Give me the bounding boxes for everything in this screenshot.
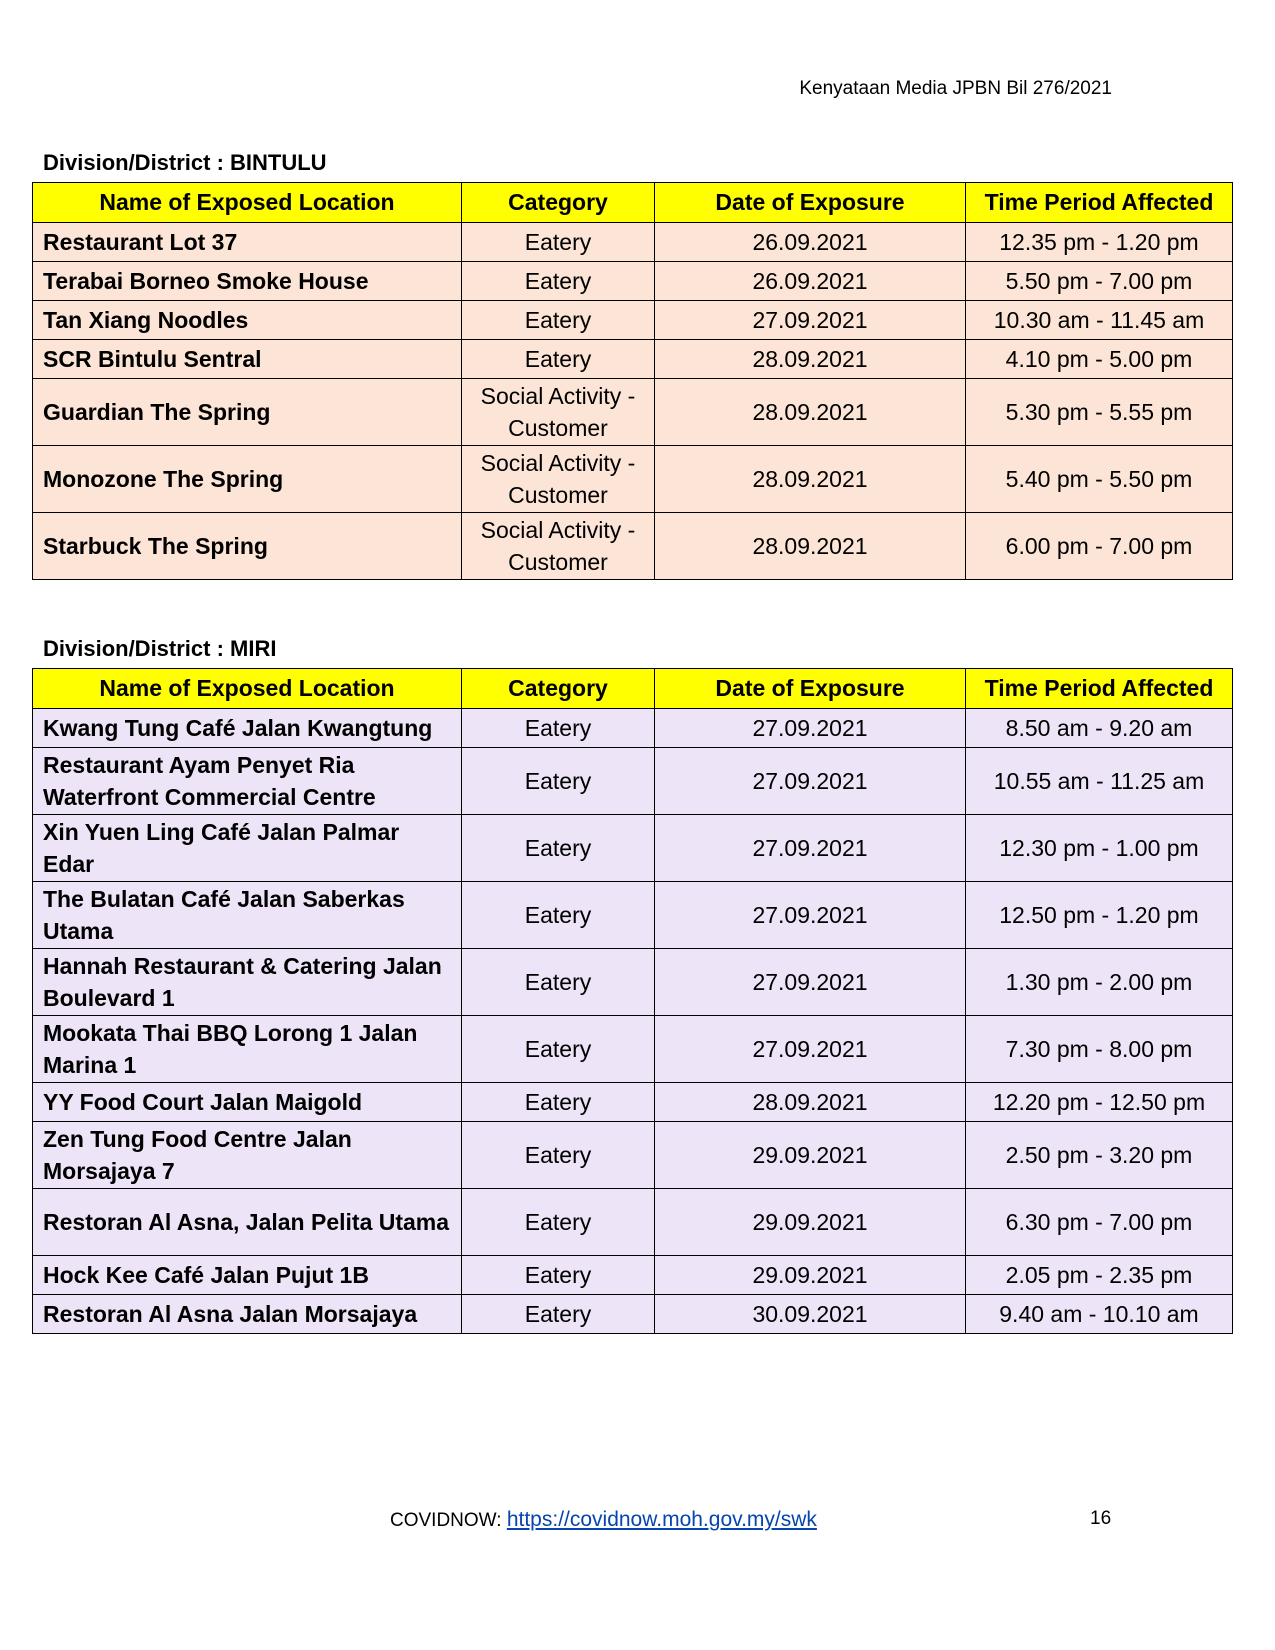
time-cell: 6.30 pm - 7.00 pm <box>966 1189 1233 1256</box>
column-header-date: Date of Exposure <box>655 183 966 223</box>
time-cell: 7.30 pm - 8.00 pm <box>966 1016 1233 1083</box>
table-row <box>33 446 1233 513</box>
time-cell: 12.20 pm - 12.50 pm <box>966 1083 1233 1122</box>
time-cell: 12.50 pm - 1.20 pm <box>966 882 1233 949</box>
category-cell: Eatery <box>462 1122 655 1189</box>
date-cell: 28.09.2021 <box>655 513 966 580</box>
time-cell: 10.55 am - 11.25 am <box>966 748 1233 815</box>
location-cell: Restoran Al Asna Jalan Morsajaya <box>33 1295 462 1334</box>
column-header-location: Name of Exposed Location <box>33 183 462 223</box>
table-row <box>33 301 1233 340</box>
date-cell: 27.09.2021 <box>655 1016 966 1083</box>
category-cell: Eatery <box>462 1256 655 1295</box>
time-cell: 9.40 am - 10.10 am <box>966 1295 1233 1334</box>
category-cell: Eatery <box>462 1083 655 1122</box>
location-cell: Hock Kee Café Jalan Pujut 1B <box>33 1256 462 1295</box>
date-cell: 29.09.2021 <box>655 1189 966 1256</box>
location-cell: Terabai Borneo Smoke House <box>33 262 462 301</box>
table-row <box>33 262 1233 301</box>
location-cell: Monozone The Spring <box>33 446 462 513</box>
time-cell: 4.10 pm - 5.00 pm <box>966 340 1233 379</box>
table-row <box>33 379 1233 446</box>
footer <box>390 1508 817 1532</box>
table-row <box>33 1295 1233 1334</box>
category-cell: Eatery <box>462 1189 655 1256</box>
category-cell: Eatery <box>462 1016 655 1083</box>
location-cell: YY Food Court Jalan Maigold <box>33 1083 462 1122</box>
date-cell: 28.09.2021 <box>655 1083 966 1122</box>
time-cell: 12.35 pm - 1.20 pm <box>966 223 1233 262</box>
location-cell: Zen Tung Food Centre Jalan Morsajaya 7 <box>33 1122 462 1189</box>
category-cell: Eatery <box>462 709 655 748</box>
category-cell: Eatery <box>462 748 655 815</box>
time-cell: 8.50 am - 9.20 am <box>966 709 1233 748</box>
table-row <box>33 1016 1233 1083</box>
table-header-row <box>33 183 1233 223</box>
date-cell: 30.09.2021 <box>655 1295 966 1334</box>
location-cell: Hannah Restaurant & Catering Jalan Boulevard 1 <box>33 949 462 1016</box>
category-cell: Social Activity - Customer <box>462 513 655 580</box>
category-cell: Eatery <box>462 301 655 340</box>
table-row <box>33 1189 1233 1256</box>
date-cell: 29.09.2021 <box>655 1256 966 1295</box>
location-cell: Starbuck The Spring <box>33 513 462 580</box>
table-row <box>33 748 1233 815</box>
location-cell: Restaurant Lot 37 <box>33 223 462 262</box>
location-cell: Restaurant Ayam Penyet Ria Waterfront Commercial Centre <box>33 748 462 815</box>
category-cell: Eatery <box>462 340 655 379</box>
date-cell: 26.09.2021 <box>655 262 966 301</box>
date-cell: 26.09.2021 <box>655 223 966 262</box>
location-cell: SCR Bintulu Sentral <box>33 340 462 379</box>
miri-district-heading: Division/District : MIRI <box>43 636 277 661</box>
page-number: 16 <box>1090 1508 1112 1529</box>
table-row <box>33 340 1233 379</box>
table-row <box>33 815 1233 882</box>
bintulu-district-heading: Division/District : BINTULU <box>43 150 327 175</box>
category-cell: Eatery <box>462 223 655 262</box>
covidnow-link[interactable]: https://covidnow.moh.gov.my/swk <box>506 1508 817 1531</box>
category-cell: Eatery <box>462 949 655 1016</box>
column-header-category: Category <box>462 669 655 709</box>
time-cell: 10.30 am - 11.45 am <box>966 301 1233 340</box>
table-row <box>33 1256 1233 1295</box>
category-cell: Social Activity - Customer <box>462 446 655 513</box>
category-cell: Eatery <box>462 262 655 301</box>
time-cell: 1.30 pm - 2.00 pm <box>966 949 1233 1016</box>
date-cell: 29.09.2021 <box>655 1122 966 1189</box>
category-cell: Social Activity - Customer <box>462 379 655 446</box>
footer-label: COVIDNOW: <box>390 1510 507 1531</box>
table-row <box>33 1083 1233 1122</box>
location-cell: Mookata Thai BBQ Lorong 1 Jalan Marina 1 <box>33 1016 462 1083</box>
column-header-time: Time Period Affected <box>966 183 1233 223</box>
location-cell: Tan Xiang Noodles <box>33 301 462 340</box>
table-row <box>33 709 1233 748</box>
table-row <box>33 1122 1233 1189</box>
date-cell: 27.09.2021 <box>655 949 966 1016</box>
time-cell: 2.05 pm - 2.35 pm <box>966 1256 1233 1295</box>
time-cell: 12.30 pm - 1.00 pm <box>966 815 1233 882</box>
location-cell: The Bulatan Café Jalan Saberkas Utama <box>33 882 462 949</box>
table-row <box>33 513 1233 580</box>
time-cell: 2.50 pm - 3.20 pm <box>966 1122 1233 1189</box>
date-cell: 27.09.2021 <box>655 815 966 882</box>
miri-exposure-table <box>32 668 1233 1334</box>
location-cell: Xin Yuen Ling Café Jalan Palmar Edar <box>33 815 462 882</box>
date-cell: 27.09.2021 <box>655 709 966 748</box>
date-cell: 27.09.2021 <box>655 748 966 815</box>
category-cell: Eatery <box>462 882 655 949</box>
column-header-location: Name of Exposed Location <box>33 669 462 709</box>
table-row <box>33 223 1233 262</box>
date-cell: 28.09.2021 <box>655 446 966 513</box>
press-release-reference: Kenyataan Media JPBN Bil 276/2021 <box>799 78 1112 99</box>
bintulu-exposure-table <box>32 182 1233 580</box>
location-cell: Restoran Al Asna, Jalan Pelita Utama <box>33 1189 462 1256</box>
date-cell: 27.09.2021 <box>655 882 966 949</box>
column-header-date: Date of Exposure <box>655 669 966 709</box>
column-header-category: Category <box>462 183 655 223</box>
table-row <box>33 882 1233 949</box>
time-cell: 5.30 pm - 5.55 pm <box>966 379 1233 446</box>
table-header-row <box>33 669 1233 709</box>
time-cell: 5.50 pm - 7.00 pm <box>966 262 1233 301</box>
time-cell: 6.00 pm - 7.00 pm <box>966 513 1233 580</box>
location-cell: Kwang Tung Café Jalan Kwangtung <box>33 709 462 748</box>
table-row <box>33 949 1233 1016</box>
time-cell: 5.40 pm - 5.50 pm <box>966 446 1233 513</box>
category-cell: Eatery <box>462 1295 655 1334</box>
date-cell: 28.09.2021 <box>655 379 966 446</box>
date-cell: 28.09.2021 <box>655 340 966 379</box>
date-cell: 27.09.2021 <box>655 301 966 340</box>
location-cell: Guardian The Spring <box>33 379 462 446</box>
column-header-time: Time Period Affected <box>966 669 1233 709</box>
category-cell: Eatery <box>462 815 655 882</box>
